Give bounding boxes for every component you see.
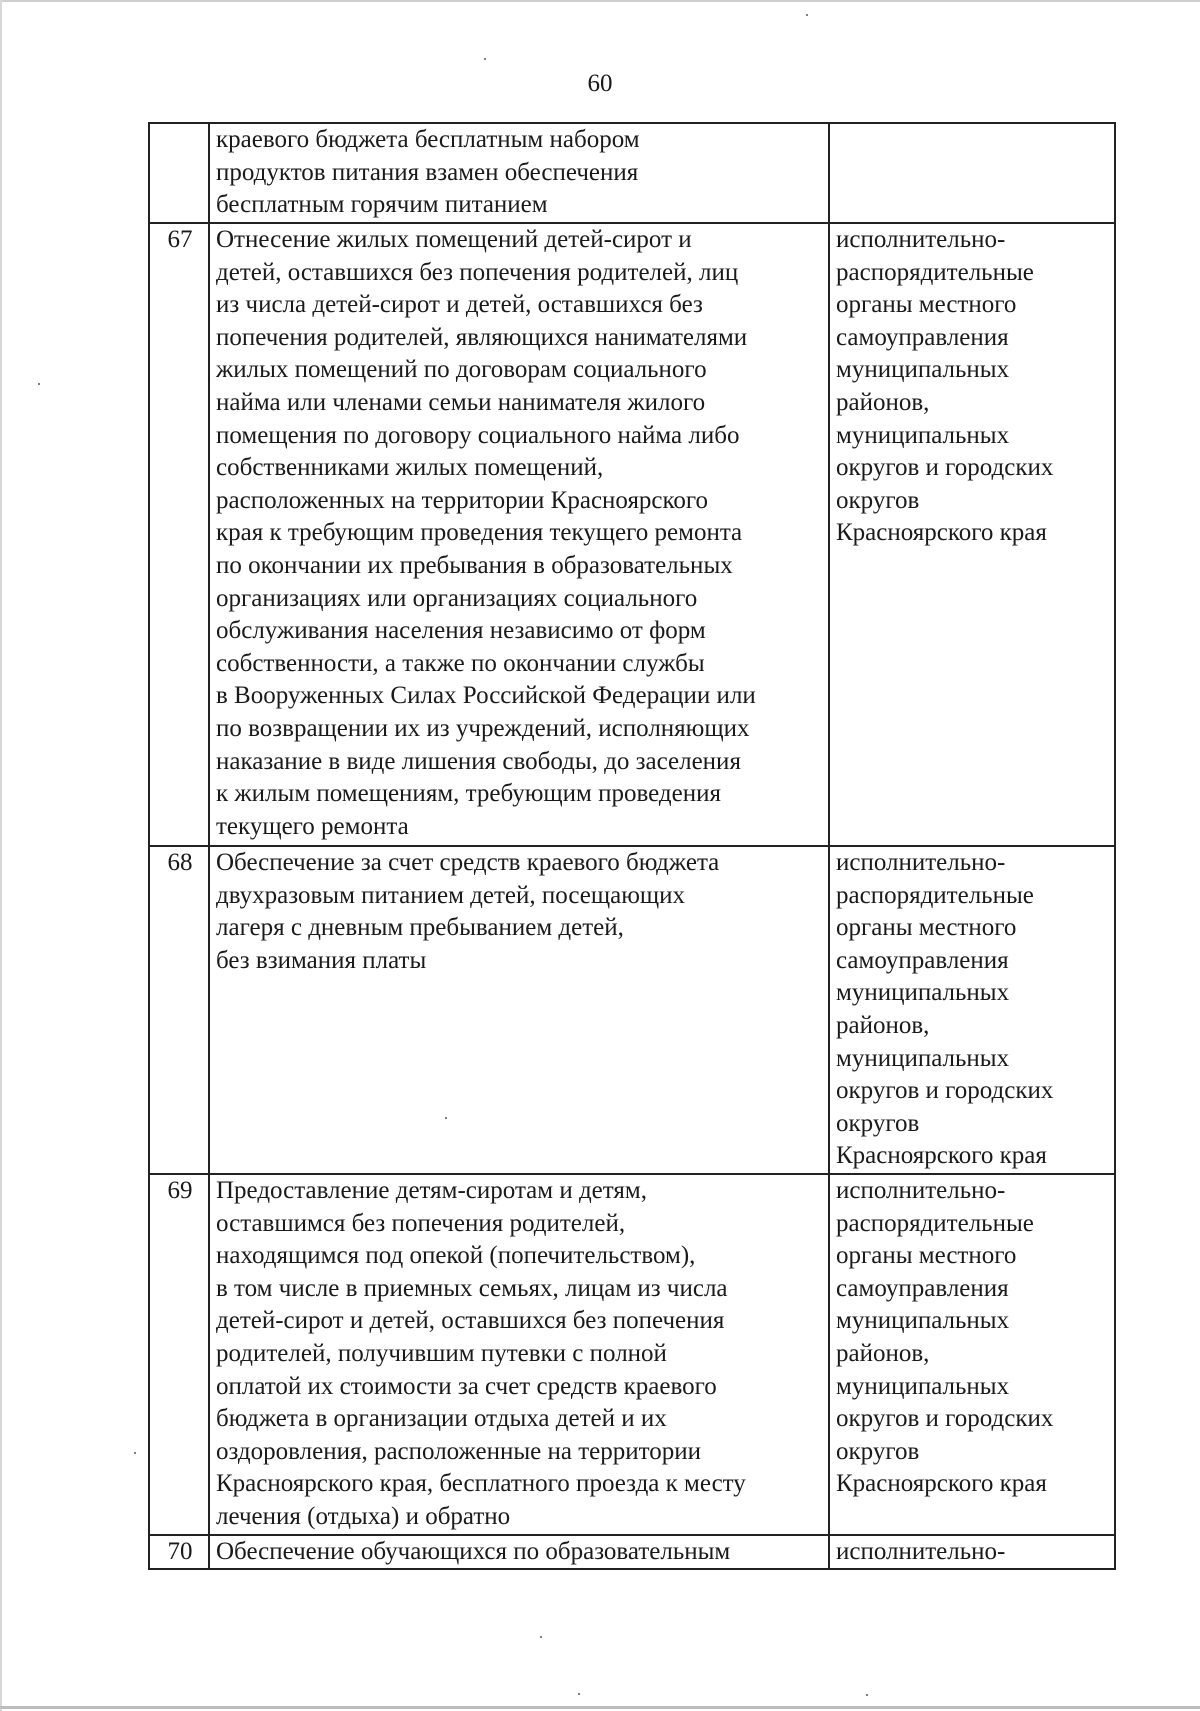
scan-speck <box>578 1693 580 1695</box>
row-authority <box>829 123 1115 223</box>
row-number: 69 <box>149 1174 209 1535</box>
scan-speck <box>38 383 40 385</box>
row-authority-content: исполнительно- распорядительные органы местного самоуправления муниципальных районов, муниципальных округов и городских округов Красноярского края <box>836 1177 1054 1498</box>
table-row <box>149 1535 1115 1570</box>
row-text-content: Предоставление детям-сиротам и детям, оставшимся без попечения родителей, находящимся под опекой (попечительством), в том числе в приемных семьях, лицам из числа детей-сирот и детей, оставшихся без попечения родителей, получившим путевки с полной оплатой их стоимости за счет средств краевого бюджета в организации отдыха детей и их оздоровления, расположенные на территории Красноярского края, бесплатного проезда к месту лечения (отдыха) и обратно <box>216 1177 746 1530</box>
scan-speck <box>134 1452 136 1454</box>
row-number <box>149 123 209 223</box>
row-text <box>209 123 829 223</box>
table-row <box>149 846 1115 1174</box>
scan-edge-left <box>0 0 2 1711</box>
table-row <box>149 1174 1115 1535</box>
row-text-content: Обеспечение обучающихся по образовательным <box>216 1537 731 1565</box>
row-authority <box>829 1535 1115 1570</box>
scan-speck <box>866 1694 868 1696</box>
row-text <box>209 223 829 846</box>
row-authority-content: исполнительно- распорядительные органы местного самоуправления муниципальных районов, муниципальных округов и городских округов Красноярского края <box>836 226 1054 547</box>
row-text-content: Обеспечение за счет средств краевого бюджета двухразовым питанием детей, посещающих лагеря с дневным пребыванием детей, без взимания платы <box>216 849 720 974</box>
row-authority-content: исполнительно- распорядительные органы местного самоуправления муниципальных районов, муниципальных округов и городских округов Красноярского края <box>836 849 1054 1170</box>
row-authority <box>829 846 1115 1174</box>
row-text <box>209 1174 829 1535</box>
row-authority <box>829 223 1115 846</box>
row-authority-content: исполнительно- <box>836 1537 1006 1565</box>
row-number: 67 <box>149 223 209 846</box>
row-number: 68 <box>149 846 209 1174</box>
row-text-content: Отнесение жилых помещений детей-сирот и детей, оставшихся без попечения родителей, лиц из числа детей-сирот и детей, оставшихся без попечения родителей, являющихся нанимателями жилых помещений по договорам социального найма или членами семьи нанимателя жилого помещения по договору социального найма либо собственниками жилых помещений, расположенных на территории Красноярского края к требующим проведения текущего ремонта по окончании их пребывания в образовательных организациях или организациях социального обслуживания населения независимо от форм собственности, а также по окончании службы в Вооруженных Силах Российской Федерации или по возвращении их из учреждений, исполняющих наказание в виде лишения свободы, до заселения к жилым помещениям, требующим проведения текущего ремонта <box>216 226 756 840</box>
row-text <box>209 846 829 1174</box>
scan-edge-bottom <box>0 1706 1200 1709</box>
authority-table <box>148 122 1116 1570</box>
page-number: 60 <box>587 70 613 97</box>
table-row <box>149 123 1115 223</box>
row-number: 70 <box>149 1535 209 1570</box>
scan-edge-top <box>0 0 1200 2</box>
scan-speck <box>806 14 808 16</box>
row-text <box>209 1535 829 1570</box>
scan-speck <box>484 58 486 60</box>
row-text-content: краевого бюджета бесплатным набором продуктов питания взамен обеспечения бесплатным горячим питанием <box>216 126 640 219</box>
table-row <box>149 223 1115 846</box>
row-authority <box>829 1174 1115 1535</box>
scan-speck <box>540 1636 542 1638</box>
